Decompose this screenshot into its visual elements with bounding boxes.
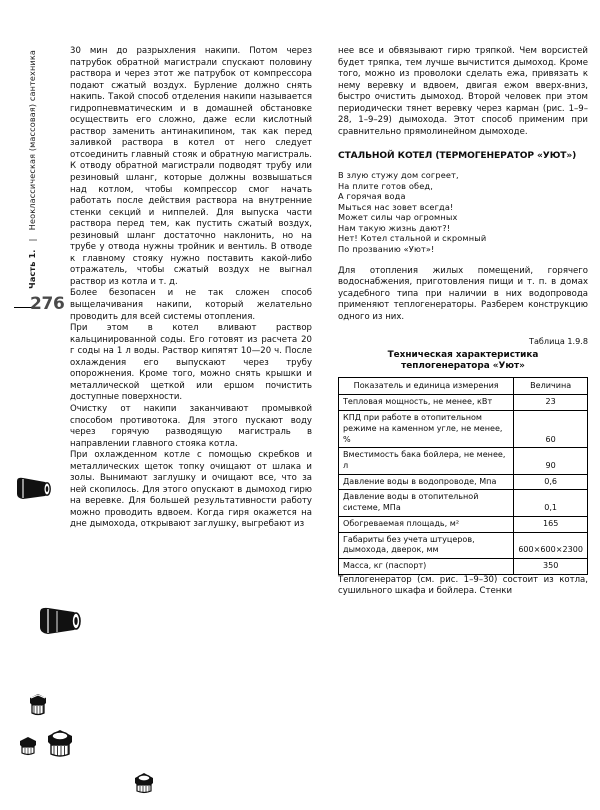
table-row	[339, 474, 588, 490]
running-head-separator: |	[27, 232, 37, 247]
bolt-screw-illustration	[131, 771, 157, 795]
paragraph: Очистку от накипи заканчивают промывкой способом противотока. Для этого пускают воду через горячую разводящую магистраль в направлении главного стояка котла.	[70, 403, 312, 449]
table-row	[339, 411, 588, 448]
running-head-title: Неоклассическая (массовая) сантехника	[27, 50, 37, 231]
poem-line: На плите готов обед,	[338, 180, 433, 191]
poem-line: По прозванию «Уют»!	[338, 244, 435, 255]
table-cell-label: Тепловая мощность, не менее, кВт	[339, 395, 514, 411]
poem-line: Нет! Котел стальной и скромный	[338, 233, 487, 244]
table-cell-value: 0,1	[514, 490, 588, 516]
table-number: Таблица 1.9.8	[529, 336, 588, 347]
table-body	[339, 395, 588, 574]
running-head-sidebar	[0, 0, 65, 810]
left-text-column	[70, 46, 312, 531]
table-cell-label: Масса, кг (паспорт)	[339, 558, 514, 574]
poem-block	[338, 170, 588, 255]
table-header-cell: Величина	[514, 377, 588, 395]
table-cell-value: 350	[514, 558, 588, 574]
paragraph: 30 мин до разрыхления накипи. Потом через патрубок обратной магистрали спускают половину раствора и через этот же патрубок от компрессора подают сжатый воздух. Бурление должно снять накипь. Такой способ отделения накипи называется гидропневматическим и в домашней обстановке осуществить его сложно, даже если кислотный раствор заменить антинакипином, так как перед заливкой раствора в котел от него следует отсоединить главный стояк и обратную магистраль. К отводу обратной магистрали подводят трубу или резиновый шланг, которые должны возвышаться над котлом, чтобы компрессор смог начать работать после действия раствора на внутренние стенки секций и ниппелей. Для выпуска части раствора перед тем, как пустить сжатый воздух, резиновый шланг достаточно наклонить, но на трубе у отвода нужны тройник и вентиль. В отводе к главному стояку нужно поставить какой-либо отражатель, чтобы сжатый воздух не выгнал раствор из котла и т. д.	[70, 46, 312, 287]
paragraph: Теплогенератор (см. рис. 1–9–30) состоит из котла, сушильного шкафа и бойлера. Стенки	[338, 574, 588, 597]
table-row	[339, 395, 588, 411]
poem-line: В злую стужу дом согреет,	[338, 169, 459, 180]
table-cell-value: 90	[514, 448, 588, 474]
table-cell-label: Вместимость бака бойлера, не менее, л	[339, 448, 514, 474]
table-title	[338, 350, 588, 373]
poem-line: Может силы чар огромных	[338, 212, 458, 223]
table-cell-value: 60	[514, 411, 588, 448]
paragraph: Более безопасен и не так сложен способ выщелачивания накипи, который желательно проводить для всей системы отопления.	[70, 288, 312, 322]
table-cell-label: КПД при работе в отопительном режиме на каменном угле, не менее, %	[339, 411, 514, 448]
section-heading: СТАЛЬНОЙ КОТЕЛ (ТЕРМОГЕНЕРАТОР «УЮТ»)	[338, 151, 577, 162]
specification-table	[338, 377, 588, 575]
table-title-line-2: теплогенератора «Уют»	[401, 361, 525, 372]
page-number: 276	[30, 294, 65, 314]
running-head-part: Часть 1.	[27, 249, 37, 289]
table-row	[339, 490, 588, 516]
right-text-column	[338, 46, 588, 598]
table-header-row	[339, 377, 588, 395]
table-row	[339, 558, 588, 574]
table-row	[339, 448, 588, 474]
table-cell-label: Обогреваемая площадь, м²	[339, 516, 514, 532]
table-row	[339, 516, 588, 532]
paragraph: При охлажденном котле с помощью скребков и металлических щеток топку очищают от шлака и золы. Вынимают заглушку и очищают все, что за ней скопилось. Для этого опускают в дымоход гирю на веревке. Для большей результативности работу можно проводить вдвоем. Когда гиря окажется на дне дымохода, открывают заглушку, выгребают из	[70, 450, 312, 530]
table-title-line-1: Техническая характеристика	[387, 349, 539, 360]
table-cell-label: Давление воды в отопительной системе, МПа	[339, 490, 514, 516]
poem-line: Нам такую жизнь дают?!	[338, 222, 451, 233]
table-cell-label: Габариты без учета штуцеров, дымохода, дверок, мм	[339, 532, 514, 558]
table-cell-value: 0,6	[514, 474, 588, 490]
poem-line: А горячая вода	[338, 191, 406, 202]
paragraph: При этом в котел вливают раствор кальцинированной соды. Его готовят из расчета 20 г соды на 1 л воды. Раствор кипятят 10—20 ч. После охлаждения его выпускают через трубу опорожнения. Кроме того, можно снять крышки и металлической щеткой или ершом почистить доступные поверхности.	[70, 323, 312, 403]
table-header-cell: Показатель и единица измерения	[339, 377, 514, 395]
paragraph: Для отопления жилых помещений, горячего водоснабжения, приготовления пищи и т. п. в домах усадебного типа при наличии в них водопровода применяют теплогенераторы. Разберем конструкцию одного из них.	[338, 265, 588, 322]
paragraph-continuation: нее все и обвязывают гирю тряпкой. Чем ворсистей будет тряпка, тем лучше вычистится дымоход. Кроме того, можно из проволоки сделать ежа, привязать к нему веревку и вдвоем, двигая ежом вверх-вниз, быстро очистить дымоход. Второй человек при этом периодически тянет веревку через карман (рис. 1–9–28, 1–9–29) дымохода. Этот способ применим при сравнительно прямолинейном дымоходе.	[338, 46, 588, 137]
table-cell-value: 165	[514, 516, 588, 532]
specification-table-block	[338, 336, 588, 574]
poem-line: Мыться нас зовет всегда!	[338, 201, 454, 212]
table-cell-label: Давление воды в водопроводе, Мпа	[339, 474, 514, 490]
table-row	[339, 532, 588, 558]
table-cell-value: 23	[514, 395, 588, 411]
table-cell-value: 600×600×2300	[514, 532, 588, 558]
